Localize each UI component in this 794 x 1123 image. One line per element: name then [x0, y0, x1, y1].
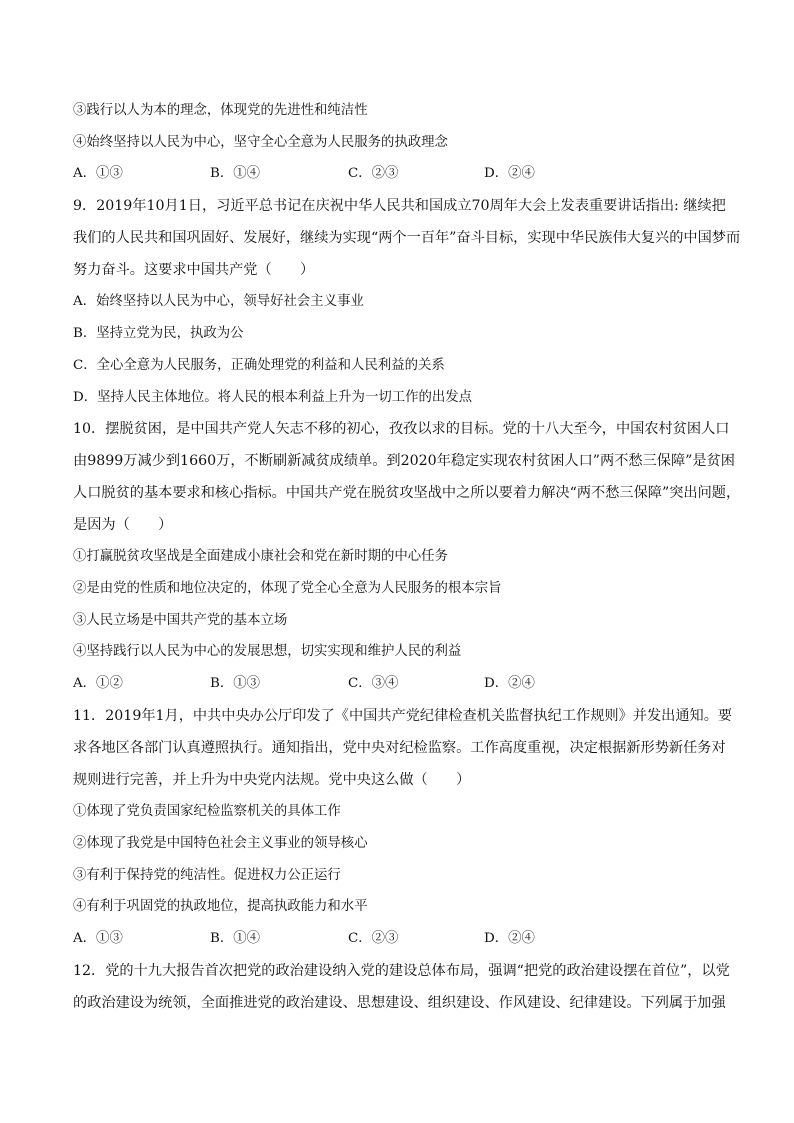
option-c: C．②③	[348, 166, 399, 181]
q9-choice-c: C．全心全意为人民服务，正确处理党的利益和人民利益的关系	[73, 358, 445, 373]
option-a: A．①②	[73, 676, 123, 691]
option-a: A．①③	[73, 931, 123, 946]
option-c: C．③④	[348, 676, 399, 691]
q10-statement-4: ④坚持践行以人民为中心的发展思想，切实实现和维护人民的利益	[73, 644, 462, 659]
q10-statement-1: ①打赢脱贫攻坚战是全面建成小康社会和党在新时期的中心任务	[73, 549, 448, 564]
q11-answer-options	[73, 929, 713, 949]
q11-statement-1: ①体现了党负责国家纪检监察机关的具体工作	[73, 804, 341, 819]
q12-stem-line: 的政治建设为统领，全面推进党的政治建设、思想建设、组织建设、作风建设、纪律建设。下列属于加强	[73, 995, 726, 1011]
q9-choice-a: A．始终坚持以人民为中心，领导好社会主义事业	[73, 294, 364, 309]
q9-choice-b: B．坚持立党为民，执政为公	[73, 326, 244, 341]
q10-answer-options	[73, 674, 713, 694]
answer-options	[73, 164, 713, 184]
option-d: D．②④	[484, 166, 535, 181]
statement-3: ③践行以人为本的理念，体现党的先进性和纯洁性	[73, 103, 368, 118]
statement-4: ④始终坚持以人民为中心，坚守全心全意为人民服务的执政理念	[73, 135, 448, 150]
q11-stem-line: 规则进行完善，并上升为中央党内法规。党中央这么做（ ）	[73, 772, 471, 788]
option-d: D．②④	[484, 931, 535, 946]
q11-statement-3: ③有利于保持党的纯洁性。促进权力公正运行	[73, 868, 341, 883]
q10-stem-line: 10．摆脱贫困，是中国共产党人矢志不移的初心，孜孜以求的目标。党的十八大至今，中国农村贫困人口	[73, 421, 730, 437]
q10-statement-3: ③人民立场是中国共产党的基本立场	[73, 613, 288, 628]
option-b: B．①④	[210, 931, 261, 946]
q11-statement-2: ②体现了我党是中国特色社会主义事业的领导核心	[73, 836, 368, 851]
option-d: D．②④	[484, 676, 535, 691]
option-a: A．①③	[73, 166, 123, 181]
q11-statement-4: ④有利于巩固党的执政地位，提高执政能力和水平	[73, 899, 368, 914]
q10-statement-2: ②是由党的性质和地位决定的，体现了党全心全意为人民服务的根本宗旨	[73, 581, 502, 596]
q12-stem-line: 12．党的十九大报告首次把党的政治建设纳入党的建设总体布局，强调“把党的政治建设摆在首位”，以党	[73, 963, 730, 979]
q9-stem-line: 努力奋斗。这要求中国共产党（ ）	[73, 262, 315, 278]
q10-stem-line: 由9899万减少到1660万，不断刷新减贫成绩单。到2020年稳定实现农村贫困人口”两不愁三保障”是贫困	[73, 453, 735, 469]
q10-stem-line: 是因为（ ）	[73, 517, 173, 533]
q10-stem-line: 人口脱贫的基本要求和核心指标。中国共产党在脱贫攻坚战中之所以要着力解决“两不愁三保障”突出问题，	[73, 485, 741, 501]
q9-choice-d: D．坚持人民主体地位。将人民的根本利益上升为一切工作的出发点	[73, 390, 473, 405]
option-b: B．①④	[210, 166, 261, 181]
q11-stem-line: 求各地区各部门认真遵照执行。通知指出，党中央对纪检监察。工作高度重视，决定根据新形势新任务对	[73, 740, 726, 756]
q9-stem-line: 9．2019年10月1日，习近平总书记在庆祝中华人民共和国成立70周年大会上发表重要讲话指出: 继续把	[73, 198, 726, 214]
option-b: B．①③	[210, 676, 261, 691]
q9-stem-line: 我们的人民共和国巩固好、发展好，继续为实现“两个一百年”奋斗目标，实现中华民族伟大复兴的中国梦而	[73, 230, 741, 246]
q11-stem-line: 11．2019年1月，中共中央办公厅印发了《中国共产党纪律检查机关监督执纪工作规则》并发出通知。要	[73, 708, 733, 724]
option-c: C．②③	[348, 931, 399, 946]
